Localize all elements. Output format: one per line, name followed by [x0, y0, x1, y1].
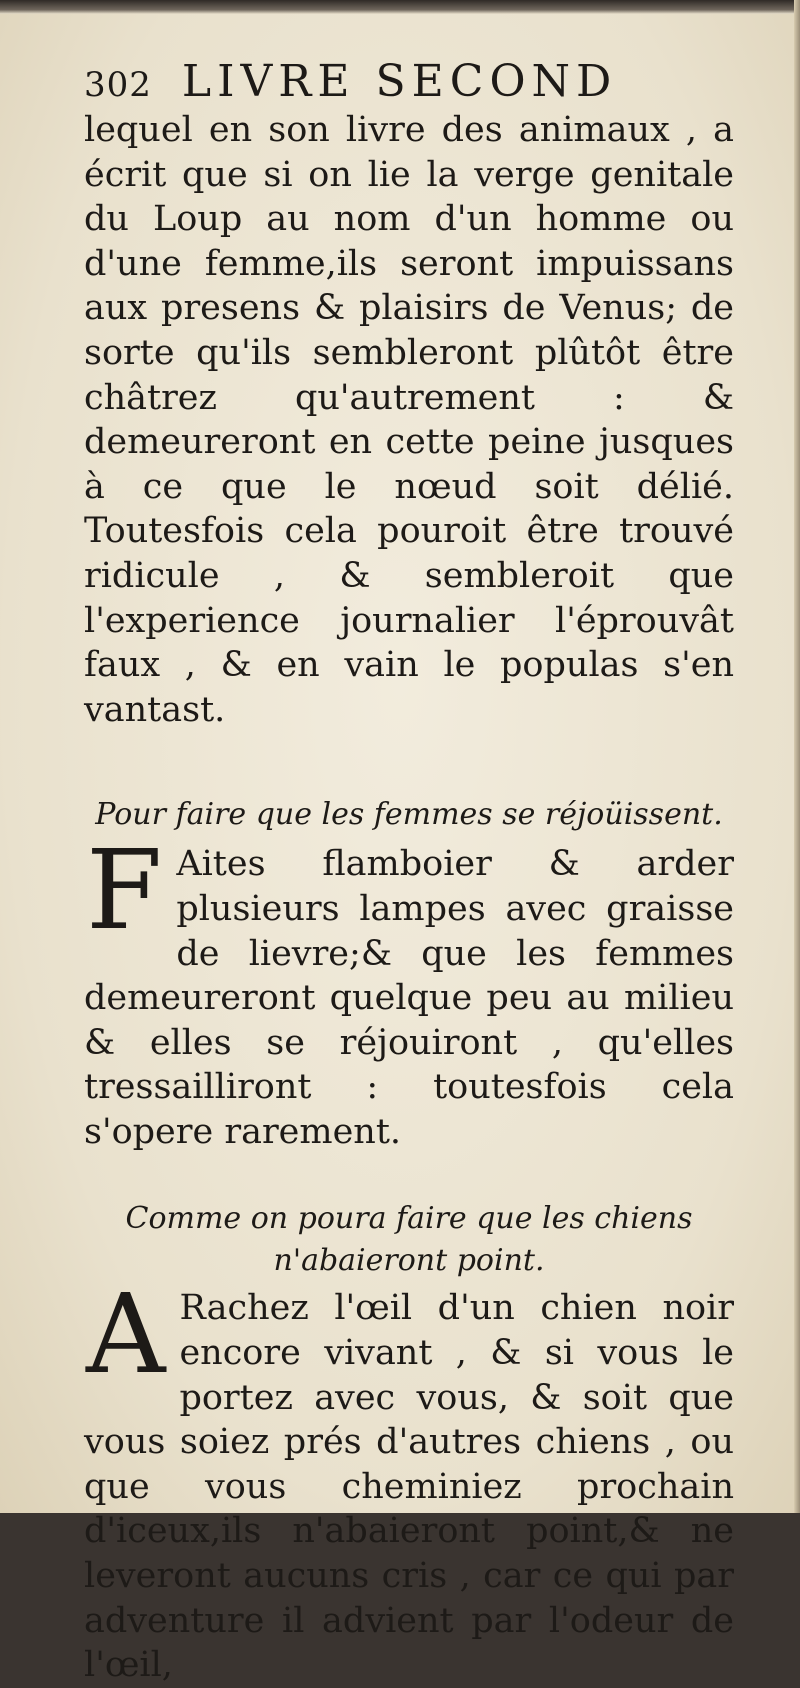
- page-number: 302: [84, 65, 152, 105]
- section-heading-chiens: Comme on poura faire que les chiens n'abaieront point.: [125, 1201, 693, 1279]
- running-title: LIVRE SECOND: [181, 56, 618, 107]
- page-text-block: [84, 56, 734, 1688]
- section-heading-femmes: Pour faire que les femmes se réjoüissent.: [95, 797, 723, 833]
- page-right-edge: [794, 0, 800, 1513]
- paragraph-femmes-text: Aites flamboier & arder plusieurs lampes avec graisse de lievre;& que les femmes demeureront quelque peu au milieu & elles se réjouiront , qu'elles tressailliront : toutesfois cela s'opere rarement.: [84, 844, 734, 1152]
- paragraph-chiens: [84, 1270, 734, 1687]
- paragraph-chiens-text: Rachez l'œil d'un chien noir encore vivant , & si vous le portez avec vous, & soit que vous soiez prés d'autres chiens , ou que vous cheminiez prochain d'iceux,ils n'abaieront point,& ne leveront aucuns cris , car ce qui par adventure il advient par l'odeur de l'œil,: [84, 1288, 734, 1686]
- drop-cap: A: [86, 1270, 166, 1399]
- page-top-edge: [0, 0, 800, 14]
- drop-cap: F: [86, 826, 163, 955]
- paragraph-femmes: [84, 826, 734, 1154]
- running-header: [84, 56, 734, 108]
- paragraph-continued: lequel en son livre des animaux , a écrit que si on lie la verge genitale du Loup au nom d'un homme ou d'une femme,ils seront impuissans aux presens & plaisirs de Venus; de sorte qu'ils sembleront plûtôt être châtrez qu'autrement : & demeureront en cette peine jusques à ce que le nœud soit délié. Toutesfois cela pouroit être trouvé ridicule , & sembleroit que l'experience journalier l'éprouvât faux , & en vain le populas s'en vantast.: [84, 110, 734, 730]
